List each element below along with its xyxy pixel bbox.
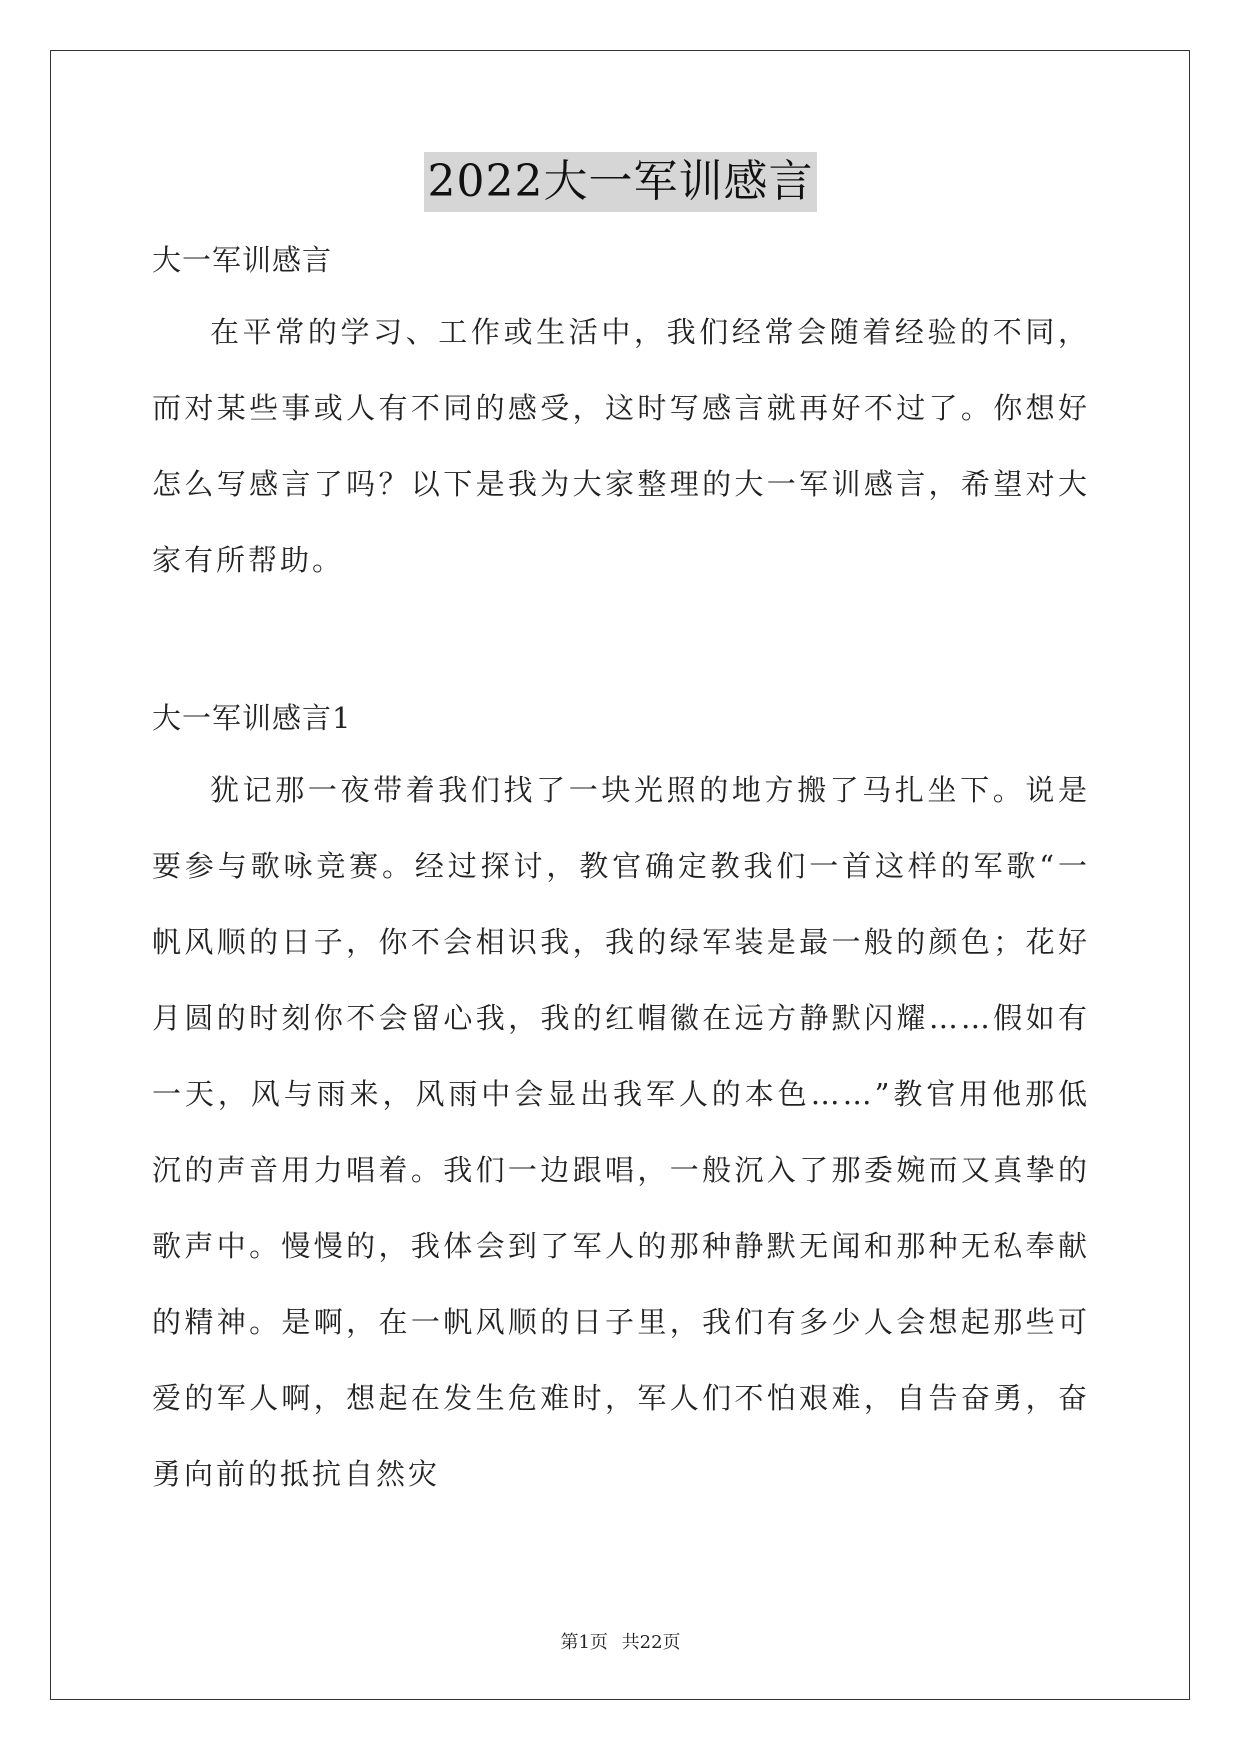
- title-wrap: [0, 152, 1241, 212]
- page-number: 第1页: [560, 1632, 608, 1653]
- page-total: 共22页: [621, 1632, 681, 1653]
- section-paragraph: 犹记那一夜带着我们找了一块光照的地方搬了马扎坐下。说是要参与歌咏竞赛。经过探讨，教官确定教我们一首这样的军歌“一帆风顺的日子，你不会相识我，我的绿军装是最一般的颜色；花好月圆的时刻你不会留心我，我的红帽徽在远方静默闪耀……假如有一天，风与雨来，风雨中会显出我军人的本色……”教官用他那低沉的声音用力唱着。我们一边跟唱，一般沉入了那委婉而又真挚的歌声中。慢慢的，我体会到了军人的那种静默无闻和那种无私奉献的精神。是啊，在一帆风顺的日子里，我们有多少人会想起那些可爱的军人啊，想起在发生危难时，军人们不怕艰难，自告奋勇，奋勇向前的抵抗自然灾: [152, 773, 1090, 1491]
- page-footer: [0, 1628, 1241, 1654]
- document-title: 2022大一军训感言: [424, 152, 818, 212]
- section-heading: 大一军训感言: [152, 243, 333, 277]
- document-body: [152, 240, 1090, 1512]
- section-heading: 大一军训感言1: [152, 701, 352, 735]
- section-paragraph: 在平常的学习、工作或生活中，我们经常会随着经验的不同，而对某些事或人有不同的感受，这时写感言就再好不过了。你想好怎么写感言了吗？以下是我为大家整理的大一军训感言，希望对大家有所帮助。: [152, 315, 1090, 577]
